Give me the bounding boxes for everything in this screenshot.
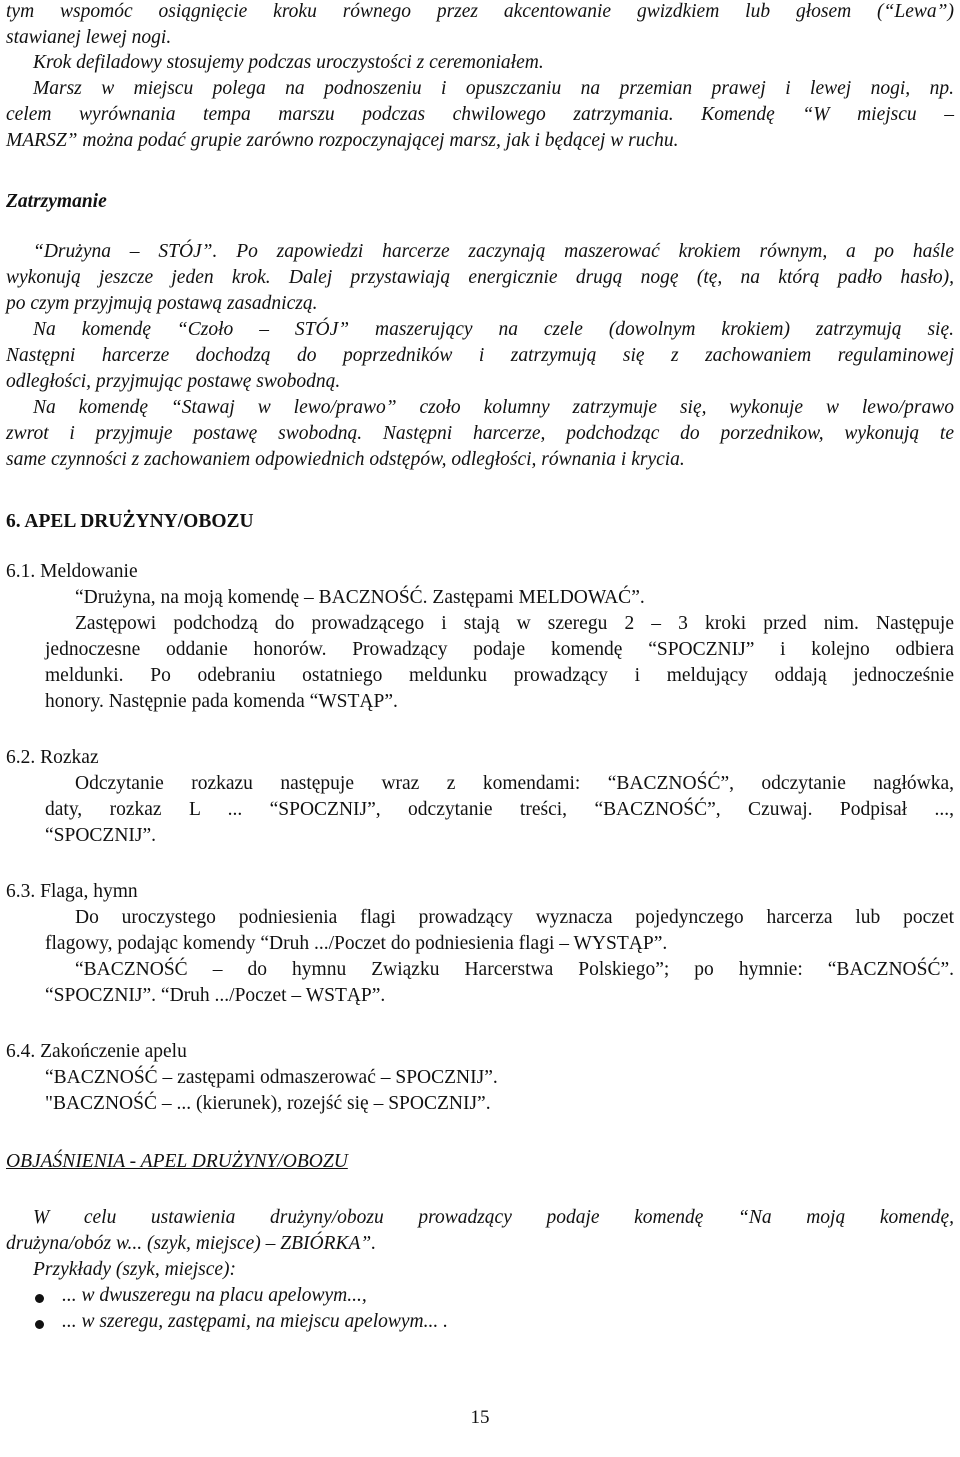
text-line: meldunki. Po odebraniu ostatniego meldunku prowadzący i meldujący oddają jednocześnie [45,665,954,686]
text-line: Marsz w miejscu polega na podnoszeniu i opuszczaniu na przemian prawej i lewej nogi, np. [33,78,954,99]
text-line: Odczytanie rozkazu następuje wraz z komendami: “BACZNOŚĆ”, odczytanie nagłówka, [75,773,954,794]
text-line: odległości, przyjmując postawę swobodną. [6,371,341,392]
list-item: ... w dwuszeregu na placu apelowym..., [62,1285,367,1306]
text-line: W celu ustawienia drużyny/obozu prowadzący podaje komendę “Na moją komendę, [33,1207,954,1228]
text-line: “SPOCZNIJ”. [45,825,157,846]
text-line: MARSZ” można podać grupie zarówno rozpoczynającej marsz, jak i będącej w ruchu. [6,130,679,151]
text-line: wykonują jeszcze jeden krok. Dalej przystawiają energicznie drugą nogę (tę, na którą padło hasło), [6,267,954,288]
section-heading: Zatrzymanie [6,191,107,212]
chapter-heading: 6. APEL DRUŻYNY/OBOZU [6,511,254,532]
text-line: Do uroczystego podniesienia flagi prowadzący wyznacza pojedynczego harcerza lub poczet [75,907,954,928]
text-line: jednoczesne oddanie honorów. Prowadzący podaje komendę “SPOCZNIJ” i kolejno odbiera [45,639,954,660]
text-line: daty, rozkaz L ... “SPOCZNIJ”, odczytanie treści, “BACZNOŚĆ”, Czuwaj. Podpisał ..., [45,799,954,820]
text-line: flagowy, podając komendy “Druh .../Poczet do podniesienia flagi – WYSTĄP”. [45,933,668,954]
text-line: same czynności z zachowaniem odpowiednich odstępów, odległości, równania i krycia. [6,449,685,470]
bullet-icon [35,1294,44,1303]
text-line: honory. Następnie pada komenda “WSTĄP”. [45,691,398,712]
text-line: drużyna/obóz w... (szyk, miejsce) – ZBIÓRKA”. [6,1233,377,1254]
text-line: "BACZNOŚĆ – ... (kierunek), rozejść się – SPOCZNIJ”. [45,1093,491,1114]
subsection-heading: 6.4. Zakończenie apelu [6,1041,187,1062]
explanations-heading: OBJAŚNIENIA - APEL DRUŻYNY/OBOZU [6,1151,348,1172]
text-line: po czym przyjmują postawą zasadniczą. [6,293,318,314]
text-line: “SPOCZNIJ”. “Druh .../Poczet – WSTĄP”. [45,985,386,1006]
text-line: Przykłady (szyk, miejsce): [33,1259,237,1280]
subsection-heading: 6.1. Meldowanie [6,561,138,582]
text-line: “BACZNOŚĆ – do hymnu Związku Harcerstwa Polskiego”; po hymnie: “BACZNOŚĆ”. [75,959,954,980]
text-line: Następni harcerze dochodzą do poprzedników i zatrzymują się z zachowaniem regulaminowej [6,345,954,366]
text-line: Na komendę “Czoło – STÓJ” maszerujący na czele (dowolnym krokiem) zatrzymują się. [33,319,954,340]
text-line: “BACZNOŚĆ – zastępami odmaszerować – SPOCZNIJ”. [45,1067,498,1088]
text-line: celem wyrównania tempa marszu podczas chwilowego zatrzymania. Komendę “W miejscu – [6,104,954,125]
text-line: Krok defiladowy stosujemy podczas uroczystości z ceremoniałem. [33,52,544,73]
page-number: 15 [470,1407,490,1428]
subsection-heading: 6.2. Rozkaz [6,747,99,768]
list-item: ... w szeregu, zastępami, na miejscu apelowym... . [62,1311,448,1332]
text-line: Zastępowi podchodzą do prowadzącego i stają w szeregu 2 – 3 kroki przed nim. Następuje [75,613,954,634]
text-line: “Drużyna – STÓJ”. Po zapowiedzi harcerze zaczynają maszerować krokiem równym, a po haśle [33,241,954,262]
text-line: zwrot i przyjmuje postawę swobodną. Następni harcerze, podchodząc do porzednikow, wykonują te [6,423,954,444]
text-line: “Drużyna, na moją komendę – BACZNOŚĆ. Zastępami MELDOWAĆ”. [75,587,645,608]
bullet-icon [35,1320,44,1329]
text-line: Na komendę “Stawaj w lewo/prawo” czoło kolumny zatrzymuje się, wykonuje w lewo/prawo [33,397,954,418]
text-line: tym wspomóc osiągnięcie kroku równego przez akcentowanie gwizdkiem lub głosem (“Lewa”) [6,1,954,22]
text-line: stawianej lewej nogi. [6,27,172,48]
subsection-heading: 6.3. Flaga, hymn [6,881,138,902]
